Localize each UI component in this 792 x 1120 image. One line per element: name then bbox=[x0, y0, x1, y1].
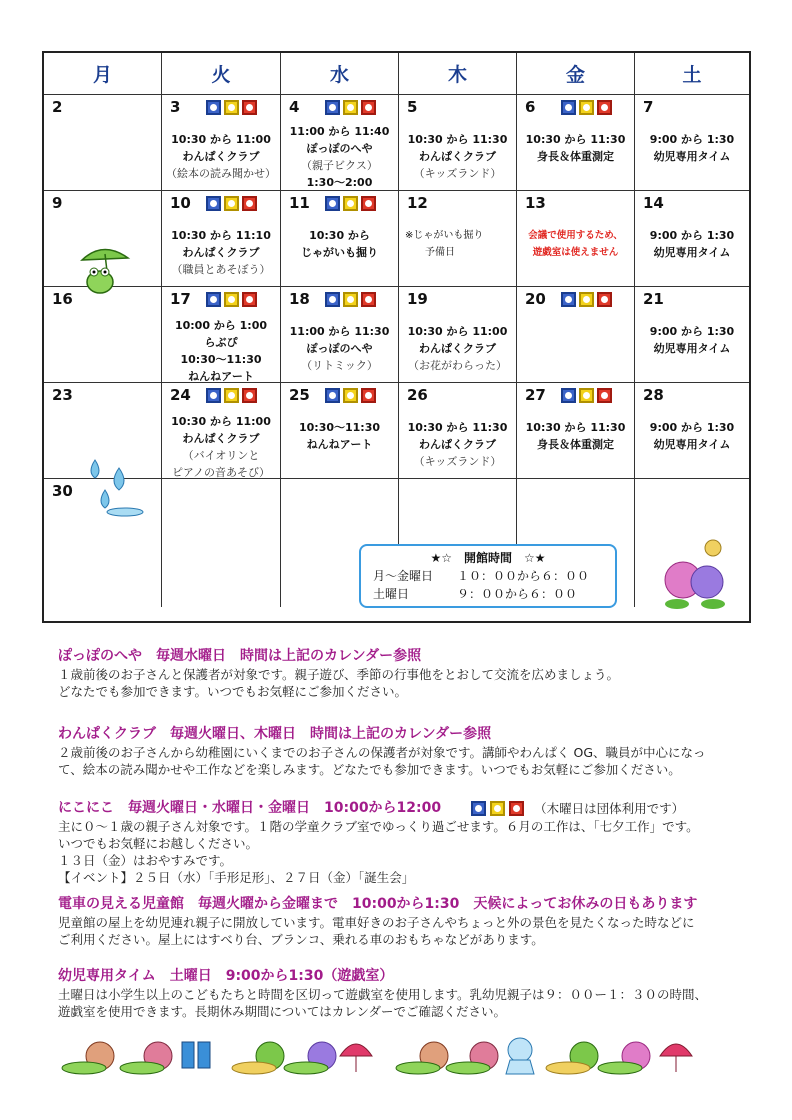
event-lines bbox=[162, 317, 280, 383]
day-number: 14 bbox=[643, 194, 664, 212]
calendar-day-cell bbox=[517, 95, 635, 191]
day-number: 25 bbox=[289, 386, 310, 404]
snail-icon bbox=[232, 1042, 284, 1074]
blue-square-icon bbox=[325, 196, 340, 211]
event-lines bbox=[399, 323, 516, 374]
event-lines bbox=[281, 323, 398, 374]
day-number: 18 bbox=[289, 290, 310, 308]
calendar-day-cell bbox=[162, 287, 281, 383]
day-number: 17 bbox=[170, 290, 191, 308]
calendar-day-cell bbox=[517, 383, 635, 479]
event-line: 10:30 から 11:30 bbox=[525, 133, 626, 146]
event-lines bbox=[399, 131, 516, 182]
section-title: にこにこ 毎週火曜日・水曜日・金曜日 10:00から12:00 bbox=[58, 800, 442, 816]
section-title: ぽっぽのへや 毎週水曜日 時間は上記のカレンダー参照 bbox=[58, 648, 422, 664]
nikoniko-icons bbox=[325, 292, 376, 307]
day-number: 3 bbox=[170, 98, 181, 116]
teru-teru-bozu-icon bbox=[506, 1038, 534, 1074]
calendar-day-cell bbox=[162, 383, 281, 479]
event-lines bbox=[635, 323, 749, 357]
calendar-day-cell bbox=[635, 383, 749, 479]
event-line: 幼児専用タイム bbox=[653, 438, 731, 451]
event-line: ぽっぽのへや bbox=[306, 142, 373, 155]
red-square-icon bbox=[597, 100, 612, 115]
day-number: 6 bbox=[525, 98, 536, 116]
nikoniko-icons bbox=[325, 100, 376, 115]
section-body-line: どなたでも参加できます。いつでもお気軽にご参加ください。 bbox=[58, 684, 408, 699]
event-line: らぶぴ bbox=[204, 336, 238, 349]
snail-icon bbox=[62, 1042, 114, 1074]
day-number: 27 bbox=[525, 386, 546, 404]
calendar-day-cell bbox=[399, 191, 517, 287]
event-lines bbox=[162, 131, 280, 182]
section-title: 幼児専用タイム 土曜日 9:00から1:30（遊戯室） bbox=[58, 968, 394, 984]
event-line: 9:00 から 1:30 bbox=[649, 133, 735, 146]
event-lines bbox=[635, 227, 749, 261]
calendar-day-cell bbox=[281, 95, 399, 191]
day-number: 12 bbox=[407, 194, 428, 212]
day-number: 13 bbox=[525, 194, 546, 212]
saturday-time: ９：００から６：００ bbox=[457, 587, 578, 601]
event-line: 身長＆体重測定 bbox=[537, 150, 614, 163]
day-number: 23 bbox=[52, 386, 73, 404]
yellow-square-icon bbox=[343, 100, 358, 115]
event-lines bbox=[281, 419, 398, 453]
section-poppo bbox=[58, 646, 619, 700]
yellow-square-icon bbox=[343, 196, 358, 211]
day-number: 7 bbox=[643, 98, 654, 116]
nikoniko-icons bbox=[206, 196, 257, 211]
nikoniko-icons bbox=[325, 388, 376, 403]
yellow-square-icon bbox=[224, 196, 239, 211]
event-line: 10:30 から 11:00 bbox=[407, 325, 508, 338]
blue-square-icon bbox=[561, 292, 576, 307]
calendar-day-cell bbox=[162, 95, 281, 191]
weekday-header: 水 bbox=[281, 53, 399, 95]
calendar-day-cell bbox=[399, 287, 517, 383]
blue-square-icon bbox=[325, 388, 340, 403]
event-line: 10:30 から 11:30 bbox=[525, 421, 626, 434]
red-square-icon bbox=[361, 100, 376, 115]
event-line: 10:30 から 11:00 bbox=[171, 415, 271, 428]
yellow-square-icon bbox=[579, 292, 594, 307]
yellow-square-icon bbox=[579, 100, 594, 115]
snail-icon bbox=[396, 1042, 448, 1074]
weekday-header: 金 bbox=[517, 53, 635, 95]
event-line: 10:30 から 11:30 bbox=[407, 133, 508, 146]
section-body-line: １３日（金）はおやすみです。 bbox=[58, 853, 233, 868]
weekday-time: １０：００から６：００ bbox=[457, 569, 590, 583]
yellow-square-icon bbox=[490, 801, 505, 816]
red-square-icon bbox=[242, 388, 257, 403]
section-nikoniko bbox=[58, 798, 699, 886]
snail-icon bbox=[284, 1042, 336, 1074]
yellow-square-icon bbox=[224, 388, 239, 403]
calendar-day-cell bbox=[281, 191, 399, 287]
day-number: 28 bbox=[643, 386, 664, 404]
section-body-line: １歳前後のお子さんと保護者が対象です。親子遊び、季節の行事他をとおして交流を広めましょう。 bbox=[58, 667, 620, 682]
red-square-icon bbox=[242, 100, 257, 115]
event-line: 予備日 bbox=[405, 247, 455, 258]
nikoniko-icons bbox=[206, 100, 257, 115]
section-youji bbox=[58, 966, 707, 1020]
event-line: （リトミック） bbox=[301, 359, 378, 372]
event-line: 1:30～2:00 bbox=[306, 176, 373, 189]
event-line: ピアノの音あそび） bbox=[171, 466, 271, 479]
event-line: 10:30 から 11:00 bbox=[171, 133, 271, 146]
day-number: 5 bbox=[407, 98, 418, 116]
day-number: 19 bbox=[407, 290, 428, 308]
snail-icon bbox=[598, 1042, 650, 1074]
day-number: 4 bbox=[289, 98, 300, 116]
event-lines bbox=[517, 419, 634, 453]
event-line: 11:00 から 11:40 bbox=[289, 125, 390, 138]
event-line: （キッズランド） bbox=[413, 455, 502, 468]
section-aside: （木曜日は団体利用です） bbox=[534, 800, 685, 816]
event-line: 9:00 から 1:30 bbox=[649, 325, 735, 338]
event-lines bbox=[635, 131, 749, 165]
section-title: 電車の見える児童館 毎週火曜から金曜まで 10:00から1:30 天候によってお休みの日もあります bbox=[58, 896, 698, 912]
weekday-header: 土 bbox=[635, 53, 749, 95]
day-number: 11 bbox=[289, 194, 310, 212]
section-body-line: 【イベント】２５日（水）「手形足形」、２７日（金）「誕生会」 bbox=[58, 870, 415, 885]
weekday-label: 月～金曜日 bbox=[373, 569, 434, 583]
yellow-square-icon bbox=[224, 292, 239, 307]
raindrops-icon bbox=[75, 450, 155, 520]
yellow-square-icon bbox=[343, 292, 358, 307]
blue-square-icon bbox=[325, 100, 340, 115]
event-line: （お花がわらった） bbox=[408, 359, 507, 372]
snail-icon bbox=[120, 1042, 172, 1074]
section-body-line: 土曜日は小学生以上のこどもたちと時間を区切って遊戯室を使用します。乳幼児親子は９：００ー１：３０の時間、 bbox=[58, 987, 708, 1002]
section-wanpaku bbox=[58, 724, 706, 778]
saturday-label: 土曜日 bbox=[373, 587, 410, 601]
yellow-square-icon bbox=[224, 100, 239, 115]
red-square-icon bbox=[361, 388, 376, 403]
red-square-icon bbox=[361, 196, 376, 211]
event-line: 10:30～11:30 bbox=[180, 353, 262, 366]
event-line: 身長＆体重測定 bbox=[537, 438, 614, 451]
event-line: わんぱくクラブ bbox=[182, 246, 260, 259]
event-line: ねんねアート bbox=[306, 438, 373, 451]
weekday-header: 火 bbox=[162, 53, 281, 95]
day-number: 9 bbox=[52, 194, 63, 212]
yellow-square-icon bbox=[579, 388, 594, 403]
snail-icon bbox=[446, 1042, 498, 1074]
event-line: 会議で使用するため、 bbox=[528, 230, 623, 241]
event-lines bbox=[635, 419, 749, 453]
day-number: 30 bbox=[52, 482, 73, 500]
blue-square-icon bbox=[206, 388, 221, 403]
event-line: 幼児専用タイム bbox=[653, 342, 731, 355]
blue-square-icon bbox=[325, 292, 340, 307]
event-line: 10:30 から 11:10 bbox=[171, 229, 271, 242]
red-square-icon bbox=[509, 801, 524, 816]
calendar-day-cell bbox=[635, 287, 749, 383]
event-line: ※じゃがいも掘り bbox=[405, 230, 484, 241]
frog-icon bbox=[72, 240, 134, 302]
event-line: わんぱくクラブ bbox=[419, 342, 496, 355]
weekday-header: 木 bbox=[399, 53, 517, 95]
calendar-day-cell bbox=[44, 95, 162, 191]
calendar-day-cell bbox=[399, 383, 517, 479]
event-lines bbox=[405, 227, 516, 261]
blue-square-icon bbox=[561, 100, 576, 115]
snail-icon bbox=[546, 1042, 598, 1074]
calendar-day-cell bbox=[162, 479, 281, 607]
event-line: わんぱくクラブ bbox=[419, 438, 496, 451]
event-line: じゃがいも掘り bbox=[301, 246, 378, 259]
nikoniko-icons bbox=[325, 196, 376, 211]
nikoniko-icons bbox=[206, 388, 257, 403]
hydrangea-icon bbox=[655, 532, 735, 612]
event-line: 10:30～11:30 bbox=[298, 421, 381, 434]
calendar-day-cell bbox=[162, 191, 281, 287]
section-title: わんぱくクラブ 毎週火曜日、木曜日 時間は上記のカレンダー参照 bbox=[58, 726, 492, 742]
event-lines bbox=[399, 419, 516, 470]
event-line: 幼児専用タイム bbox=[653, 246, 731, 259]
red-square-icon bbox=[242, 196, 257, 211]
calendar-day-cell bbox=[281, 287, 399, 383]
snail-border-decoration bbox=[60, 1028, 740, 1078]
blue-square-icon bbox=[206, 196, 221, 211]
blue-square-icon bbox=[206, 100, 221, 115]
nikoniko-icons bbox=[561, 292, 612, 307]
red-square-icon bbox=[597, 388, 612, 403]
event-lines bbox=[162, 227, 280, 278]
event-line: （職員とあそぼう） bbox=[171, 263, 271, 276]
umbrella-icon bbox=[660, 1044, 692, 1072]
calendar-day-cell bbox=[517, 287, 635, 383]
section-body-line: 児童館の屋上を幼児連れ親子に開放しています。電車好きのお子さんやちょっと外の景色を見たくなった時などに bbox=[58, 915, 695, 930]
calendar-day-cell bbox=[635, 191, 749, 287]
day-number: 2 bbox=[52, 98, 63, 116]
section-body-line: 主に０～１歳の親子さん対象です。１階の学童クラブ室でゆっくり過ごせます。６月の工作は、「七夕工作」です。 bbox=[58, 819, 699, 834]
umbrella-icon bbox=[340, 1044, 372, 1072]
section-densha bbox=[58, 894, 697, 948]
event-line: 11:00 から 11:30 bbox=[289, 325, 390, 338]
calendar-day-cell bbox=[635, 95, 749, 191]
event-line: 9:00 から 1:30 bbox=[649, 229, 735, 242]
event-line: ぽっぽのへや bbox=[306, 342, 373, 355]
event-lines bbox=[517, 227, 634, 261]
event-line: わんぱくクラブ bbox=[182, 150, 260, 163]
event-line: 幼児専用タイム bbox=[653, 150, 731, 163]
calendar-day-cell bbox=[399, 95, 517, 191]
section-body-line: ご利用ください。屋上にはすべり台、ブランコ、乗れる車のおもちゃなどがあります。 bbox=[58, 932, 544, 947]
red-square-icon bbox=[361, 292, 376, 307]
calendar-day-cell bbox=[281, 383, 399, 479]
event-line: ねんねアート bbox=[188, 370, 254, 383]
event-lines bbox=[162, 413, 280, 479]
day-number: 24 bbox=[170, 386, 191, 404]
day-number: 26 bbox=[407, 386, 428, 404]
nikoniko-icons bbox=[206, 292, 257, 307]
section-body-line: ２歳前後のお子さんから幼稚園にいくまでのお子さんの保護者が対象です。講師やわんぱく OG、職員が中心になっ bbox=[58, 745, 706, 760]
section-body-line: 遊戯室を使用できます。長期休み期間についてはカレンダーでご確認ください。 bbox=[58, 1004, 506, 1019]
day-number: 10 bbox=[170, 194, 191, 212]
day-number: 20 bbox=[525, 290, 546, 308]
nikoniko-icons bbox=[561, 100, 612, 115]
section-body-line: いつでもお気軽にお越しください。 bbox=[58, 836, 259, 851]
opening-hours-box bbox=[359, 544, 617, 608]
blue-square-icon bbox=[206, 292, 221, 307]
calendar bbox=[42, 51, 751, 623]
event-line: 遊戯室は使えません bbox=[532, 247, 619, 258]
event-line: （キッズランド） bbox=[413, 167, 502, 180]
event-line: わんぱくクラブ bbox=[182, 432, 260, 445]
yellow-square-icon bbox=[343, 388, 358, 403]
blue-square-icon bbox=[561, 388, 576, 403]
boots-icon bbox=[182, 1042, 210, 1068]
event-line: 10:00 から 1:00 bbox=[174, 319, 268, 332]
event-line: 9:00 から 1:30 bbox=[649, 421, 735, 434]
hours-title: ★☆ 開館時間 ☆★ bbox=[430, 551, 546, 565]
event-line: わんぱくクラブ bbox=[419, 150, 496, 163]
weekday-header: 月 bbox=[44, 53, 162, 95]
event-line: 10:30 から bbox=[309, 229, 370, 242]
day-number: 16 bbox=[52, 290, 73, 308]
day-number: 21 bbox=[643, 290, 664, 308]
event-lines bbox=[281, 123, 398, 191]
event-line: 10:30 から 11:30 bbox=[407, 421, 508, 434]
event-lines bbox=[281, 227, 398, 261]
event-line: （絵本の読み聞かせ） bbox=[166, 167, 276, 180]
section-body-line: て、絵本の読み聞かせや工作などを楽しみます。どなたでも参加できます。いつでもお気軽にご参加ください。 bbox=[58, 762, 681, 777]
event-line: （親子ビクス） bbox=[301, 159, 378, 172]
red-square-icon bbox=[597, 292, 612, 307]
red-square-icon bbox=[242, 292, 257, 307]
event-line: （バイオリンと bbox=[182, 449, 260, 462]
blue-square-icon bbox=[471, 801, 486, 816]
event-lines bbox=[517, 131, 634, 165]
calendar-day-cell bbox=[517, 191, 635, 287]
nikoniko-icons bbox=[561, 388, 612, 403]
